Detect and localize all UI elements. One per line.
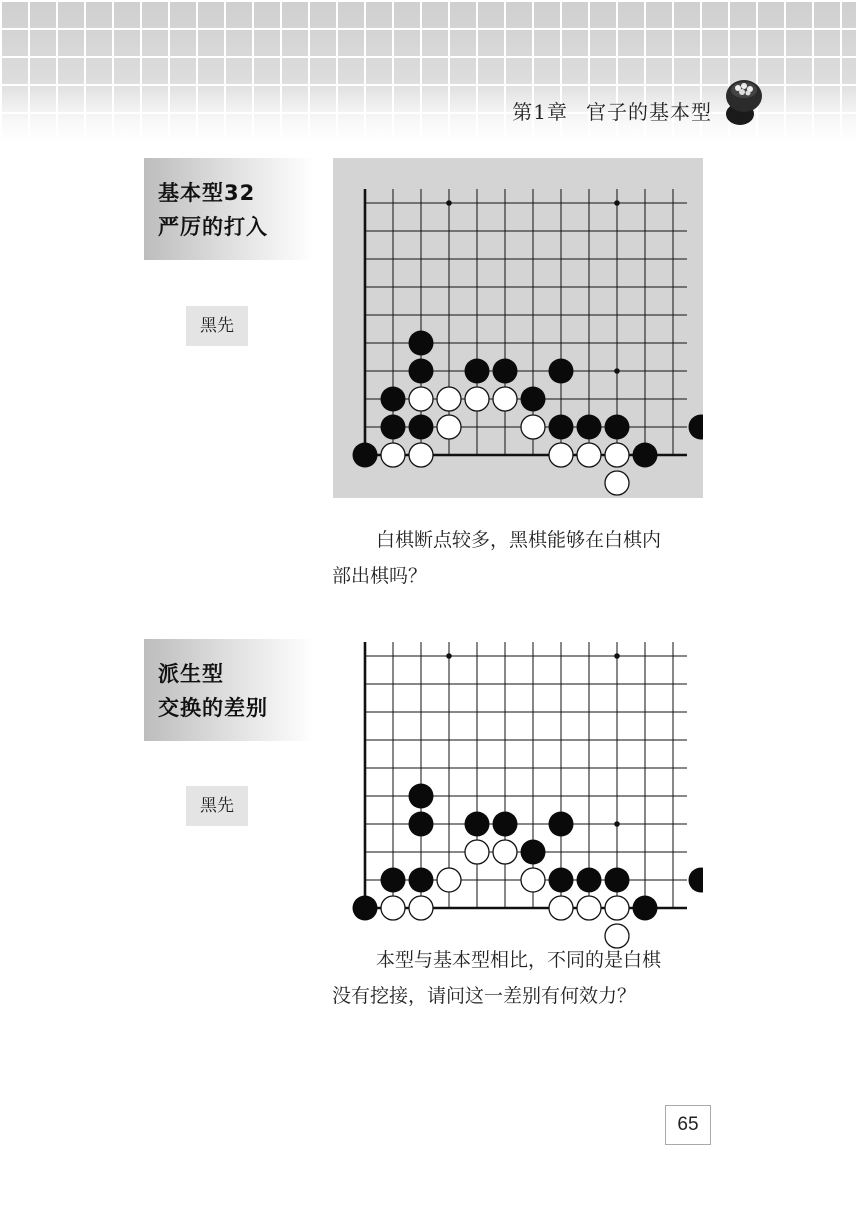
problem1-title: 基本型32: [158, 181, 256, 205]
problem1-text-line1: 白棋断点较多，黑棋能够在白棋内: [376, 529, 662, 551]
black-stone: [605, 415, 630, 440]
black-stone: [549, 359, 574, 384]
black-stone: [633, 896, 658, 921]
white-stone: [521, 868, 545, 892]
problem1-text-line2: 部出棋吗？: [332, 565, 428, 587]
problem1-subtitle: 严厉的打入: [158, 215, 268, 239]
white-stone: [409, 896, 433, 920]
white-stone: [437, 387, 461, 411]
problem1-tag: 黑先: [186, 306, 248, 346]
black-stone: [549, 868, 574, 893]
black-stone: [521, 387, 546, 412]
page-header: [0, 0, 856, 140]
black-stone: [381, 415, 406, 440]
problem2-go-board: [333, 612, 703, 952]
page-number: 65: [665, 1105, 711, 1145]
black-stone: [381, 868, 406, 893]
black-stone: [353, 896, 378, 921]
problem1-text: [332, 522, 712, 594]
black-stone: [689, 415, 704, 440]
star-point: [614, 821, 620, 827]
white-stone: [381, 443, 405, 467]
black-stone: [353, 443, 378, 468]
white-stone: [409, 387, 433, 411]
black-stone: [409, 359, 434, 384]
problem2-subtitle: 交换的差别: [158, 696, 268, 720]
black-stone: [549, 415, 574, 440]
black-stone: [549, 812, 574, 837]
black-stone: [521, 840, 546, 865]
white-stone: [577, 443, 601, 467]
black-stone: [381, 387, 406, 412]
go-bowl-icon: [720, 76, 766, 128]
problem2-board-panel: [333, 612, 703, 952]
chapter-title: 官子的基本型: [586, 100, 712, 124]
black-stone: [577, 415, 602, 440]
white-stone: [493, 840, 517, 864]
white-stone: [437, 415, 461, 439]
white-stone: [465, 387, 489, 411]
problem2-text-line2: 没有挖接，请问这一差别有何效力？: [332, 985, 637, 1007]
black-stone: [465, 812, 490, 837]
problem2-title-box: [144, 639, 314, 741]
problem2-title: 派生型: [158, 662, 224, 686]
running-head: [512, 96, 712, 125]
problem1-go-board: [333, 158, 703, 498]
white-stone: [381, 896, 405, 920]
problem2-text-line1: 本型与基本型相比，不同的是白棋: [376, 949, 662, 971]
black-stone: [409, 812, 434, 837]
black-stone: [493, 359, 518, 384]
black-stone: [409, 784, 434, 809]
black-stone: [409, 868, 434, 893]
problem2-text: [332, 942, 712, 1014]
white-stone: [549, 896, 573, 920]
black-stone: [633, 443, 658, 468]
black-stone: [409, 331, 434, 356]
white-stone: [521, 415, 545, 439]
white-stone: [605, 471, 629, 495]
star-point: [614, 653, 620, 659]
problem1-title-box: [144, 158, 314, 260]
chapter-number: 第1章: [512, 100, 568, 124]
white-stone: [409, 443, 433, 467]
white-stone: [493, 387, 517, 411]
star-point: [614, 368, 620, 374]
black-stone: [577, 868, 602, 893]
black-stone: [493, 812, 518, 837]
black-stone: [605, 868, 630, 893]
white-stone: [549, 443, 573, 467]
white-stone: [437, 868, 461, 892]
white-stone: [465, 840, 489, 864]
star-point: [614, 200, 620, 206]
white-stone: [577, 896, 601, 920]
black-stone: [465, 359, 490, 384]
problem1-board-panel: [333, 158, 703, 498]
star-point: [446, 653, 452, 659]
white-stone: [605, 896, 629, 920]
problem2-tag: 黑先: [186, 786, 248, 826]
black-stone: [409, 415, 434, 440]
star-point: [446, 200, 452, 206]
black-stone: [689, 868, 704, 893]
white-stone: [605, 443, 629, 467]
